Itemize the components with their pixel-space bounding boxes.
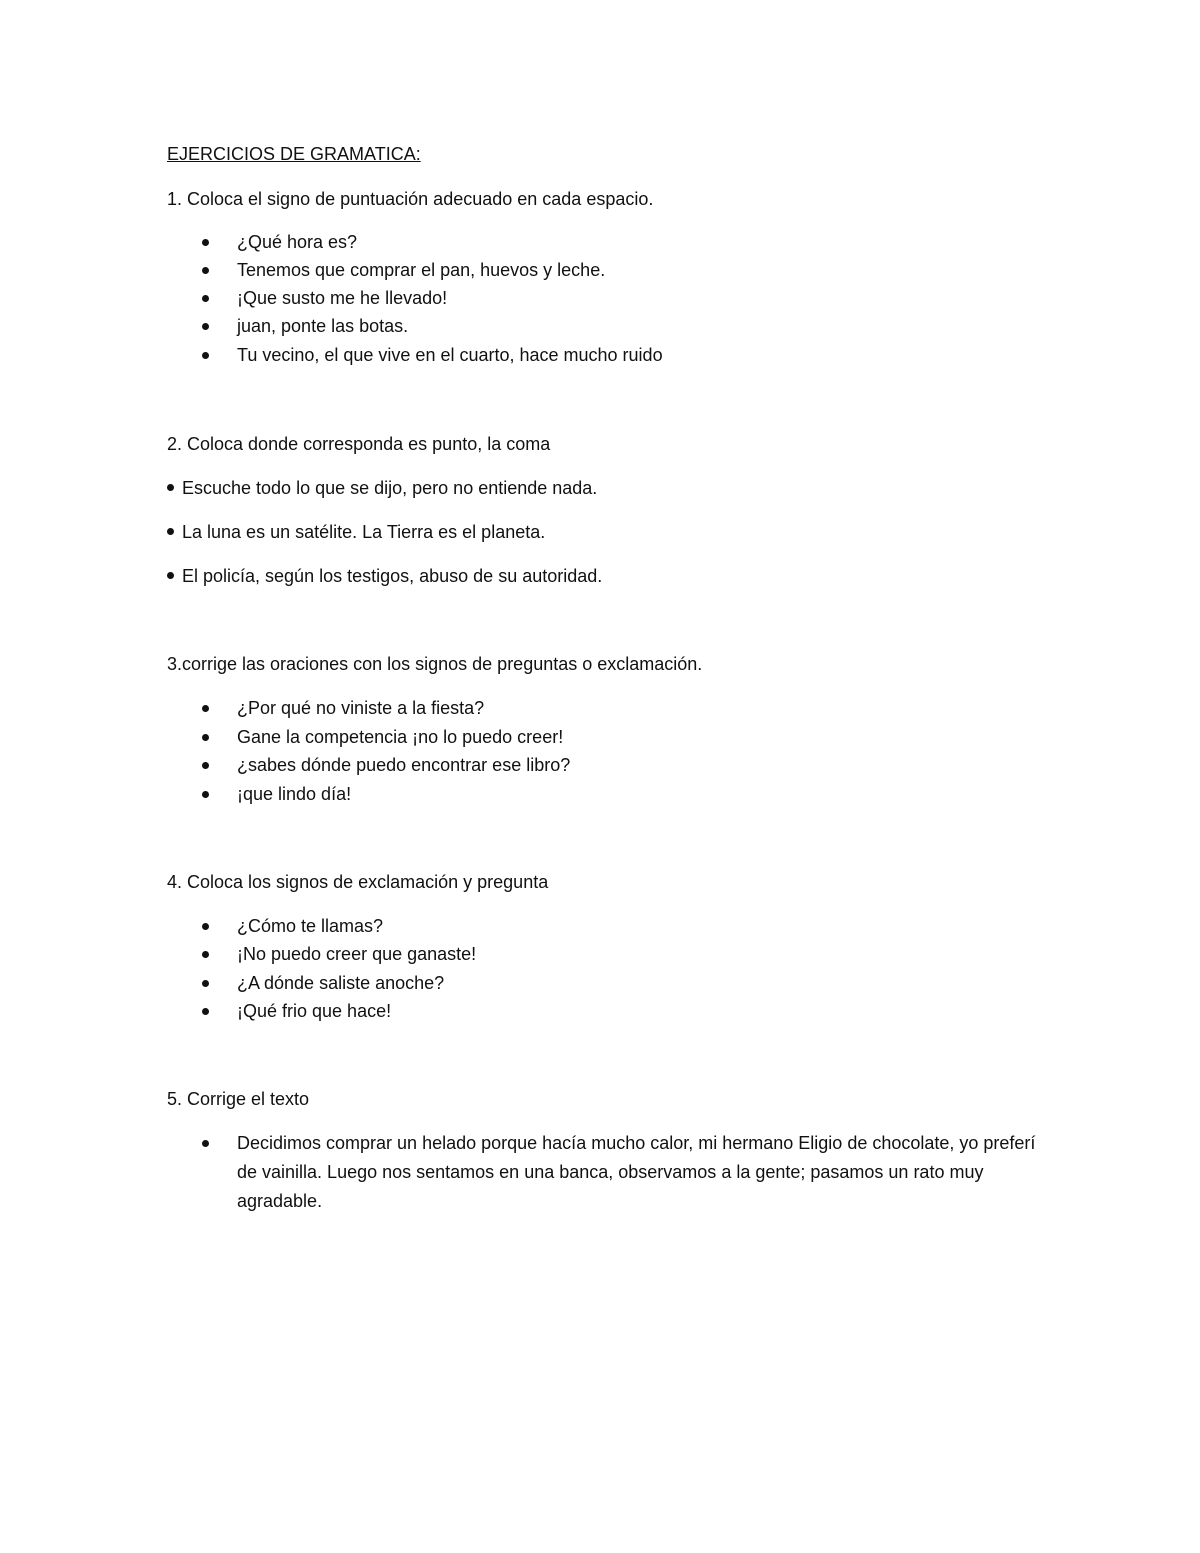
list-item: ¿Por qué no viniste a la fiesta? [237, 698, 485, 718]
bullet-icon [202, 352, 209, 359]
bullet-icon [202, 980, 209, 987]
bullet-icon [202, 239, 209, 246]
bullet-icon [202, 791, 209, 798]
list-item-text: El policía, según los testigos, abuso de su autoridad. [182, 566, 603, 586]
bullet-icon [202, 705, 209, 712]
paragraph-text: Decidimos comprar un helado porque hacía mucho calor, mi hermano Eligio de chocolate, yo preferí de vainilla. Luego nos sentamos en una banca, observamos a la gente; pasamos un rato muy agradable. [237, 1133, 1036, 1211]
bullet-icon [202, 1008, 209, 1015]
bullet-icon [167, 484, 174, 491]
list-item-text: Escuche todo lo que se dijo, pero no entiende nada. [182, 478, 598, 498]
list-item: ¿Cómo te llamas? [237, 916, 384, 936]
list-item: ¿sabes dónde puedo encontrar ese libro? [237, 755, 571, 775]
list-item: juan, ponte las botas. [237, 316, 409, 336]
section-5-heading: 5. Corrige el texto [167, 1089, 310, 1109]
bullet-icon [167, 572, 174, 579]
bullet-icon [202, 295, 209, 302]
bullet-icon [202, 1140, 209, 1147]
list-item [167, 477, 597, 499]
section-1-heading: 1. Coloca el signo de puntuación adecuado en cada espacio. [167, 189, 654, 209]
bullet-icon [202, 923, 209, 930]
list-item: ¿A dónde saliste anoche? [237, 973, 445, 993]
bullet-icon [202, 734, 209, 741]
list-item: Gane la competencia ¡no lo puedo creer! [237, 727, 564, 747]
list-item: Tu vecino, el que vive en el cuarto, hace mucho ruido [237, 345, 663, 365]
list-item: Tenemos que comprar el pan, huevos y leche. [237, 260, 606, 280]
list-item: ¡No puedo creer que ganaste! [237, 944, 477, 964]
bullet-icon [202, 323, 209, 330]
list-item: ¡Qué frio que hace! [237, 1001, 392, 1021]
list-item-text: La luna es un satélite. La Tierra es el planeta. [182, 522, 546, 542]
document-title: EJERCICIOS DE GRAMATICA: [167, 144, 421, 164]
list-item: ¡Que susto me he llevado! [237, 288, 448, 308]
section-2-heading: 2. Coloca donde corresponda es punto, la coma [167, 434, 551, 454]
bullet-icon [202, 762, 209, 769]
list-item [167, 521, 545, 543]
bullet-icon [202, 951, 209, 958]
section-3-heading: 3.corrige las oraciones con los signos de preguntas o exclamación. [167, 654, 703, 674]
bullet-icon [202, 267, 209, 274]
section-4-heading: 4. Coloca los signos de exclamación y pregunta [167, 872, 549, 892]
list-item: ¡que lindo día! [237, 784, 352, 804]
bullet-icon [167, 528, 174, 535]
list-item [167, 565, 602, 587]
list-item: ¿Qué hora es? [237, 232, 358, 252]
